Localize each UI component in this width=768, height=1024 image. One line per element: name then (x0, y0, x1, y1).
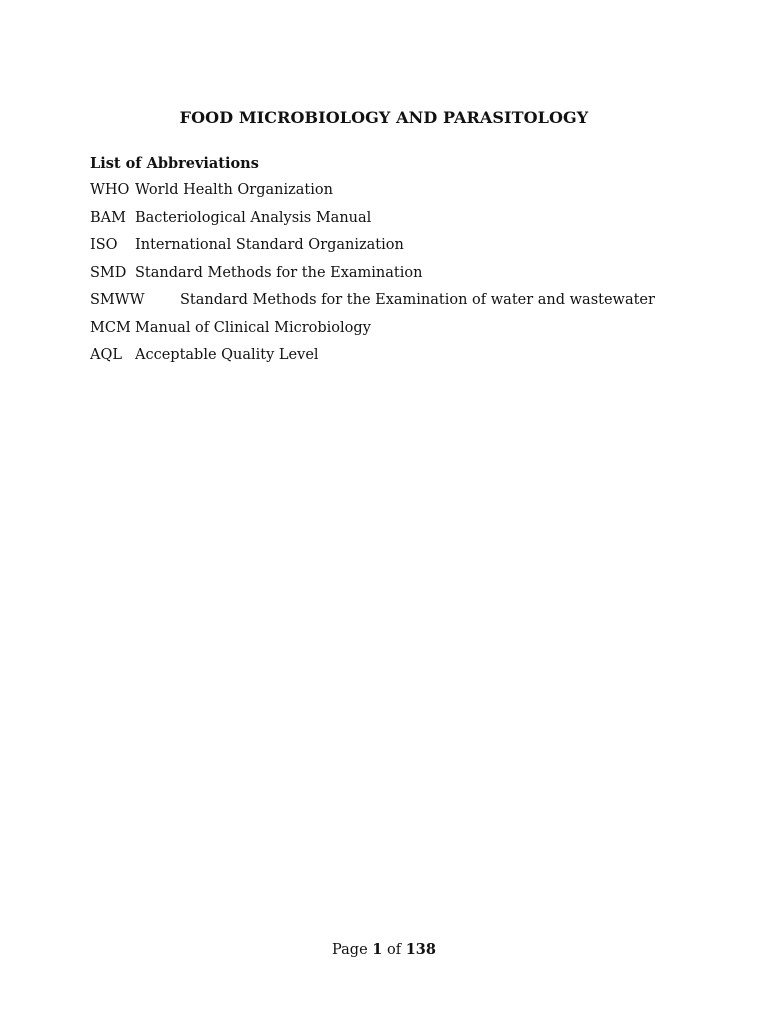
abbreviation-code: ISO (90, 237, 118, 253)
abbreviation-definition: Standard Methods for the Examination (135, 264, 423, 281)
abbreviation-definition: Acceptable Quality Level (135, 347, 319, 363)
abbreviation-definition: Manual of Clinical Microbiology (135, 319, 371, 336)
list-item (90, 265, 655, 293)
list-item (90, 237, 655, 265)
abbreviation-definition: World Health Organization (135, 182, 333, 198)
page-footer (0, 941, 768, 958)
section-heading: List of Abbreviations (90, 155, 259, 172)
abbreviation-code: WHO (90, 182, 130, 198)
abbreviation-code: MCM (90, 319, 131, 336)
abbreviation-definition: Standard Methods for the Examination of water and wastewater (180, 292, 655, 308)
total-pages-number: 138 (405, 941, 436, 958)
current-page-number: 1 (372, 941, 383, 958)
abbreviation-list (90, 182, 655, 375)
list-item (90, 210, 655, 238)
list-item (90, 182, 655, 210)
abbreviation-code: AQL (90, 347, 122, 363)
of-word: of (386, 942, 402, 958)
abbreviation-definition: Bacteriological Analysis Manual (135, 209, 372, 226)
abbreviation-definition: International Standard Organization (135, 237, 404, 253)
abbreviation-code: SMWW (90, 292, 145, 308)
page-title: FOOD MICROBIOLOGY AND PARASITOLOGY (179, 108, 589, 127)
abbreviation-code: BAM (90, 209, 126, 226)
list-item (90, 292, 655, 320)
abbreviation-code: SMD (90, 264, 127, 281)
list-item (90, 320, 655, 348)
list-item (90, 347, 655, 375)
page-word: Page (332, 942, 368, 958)
